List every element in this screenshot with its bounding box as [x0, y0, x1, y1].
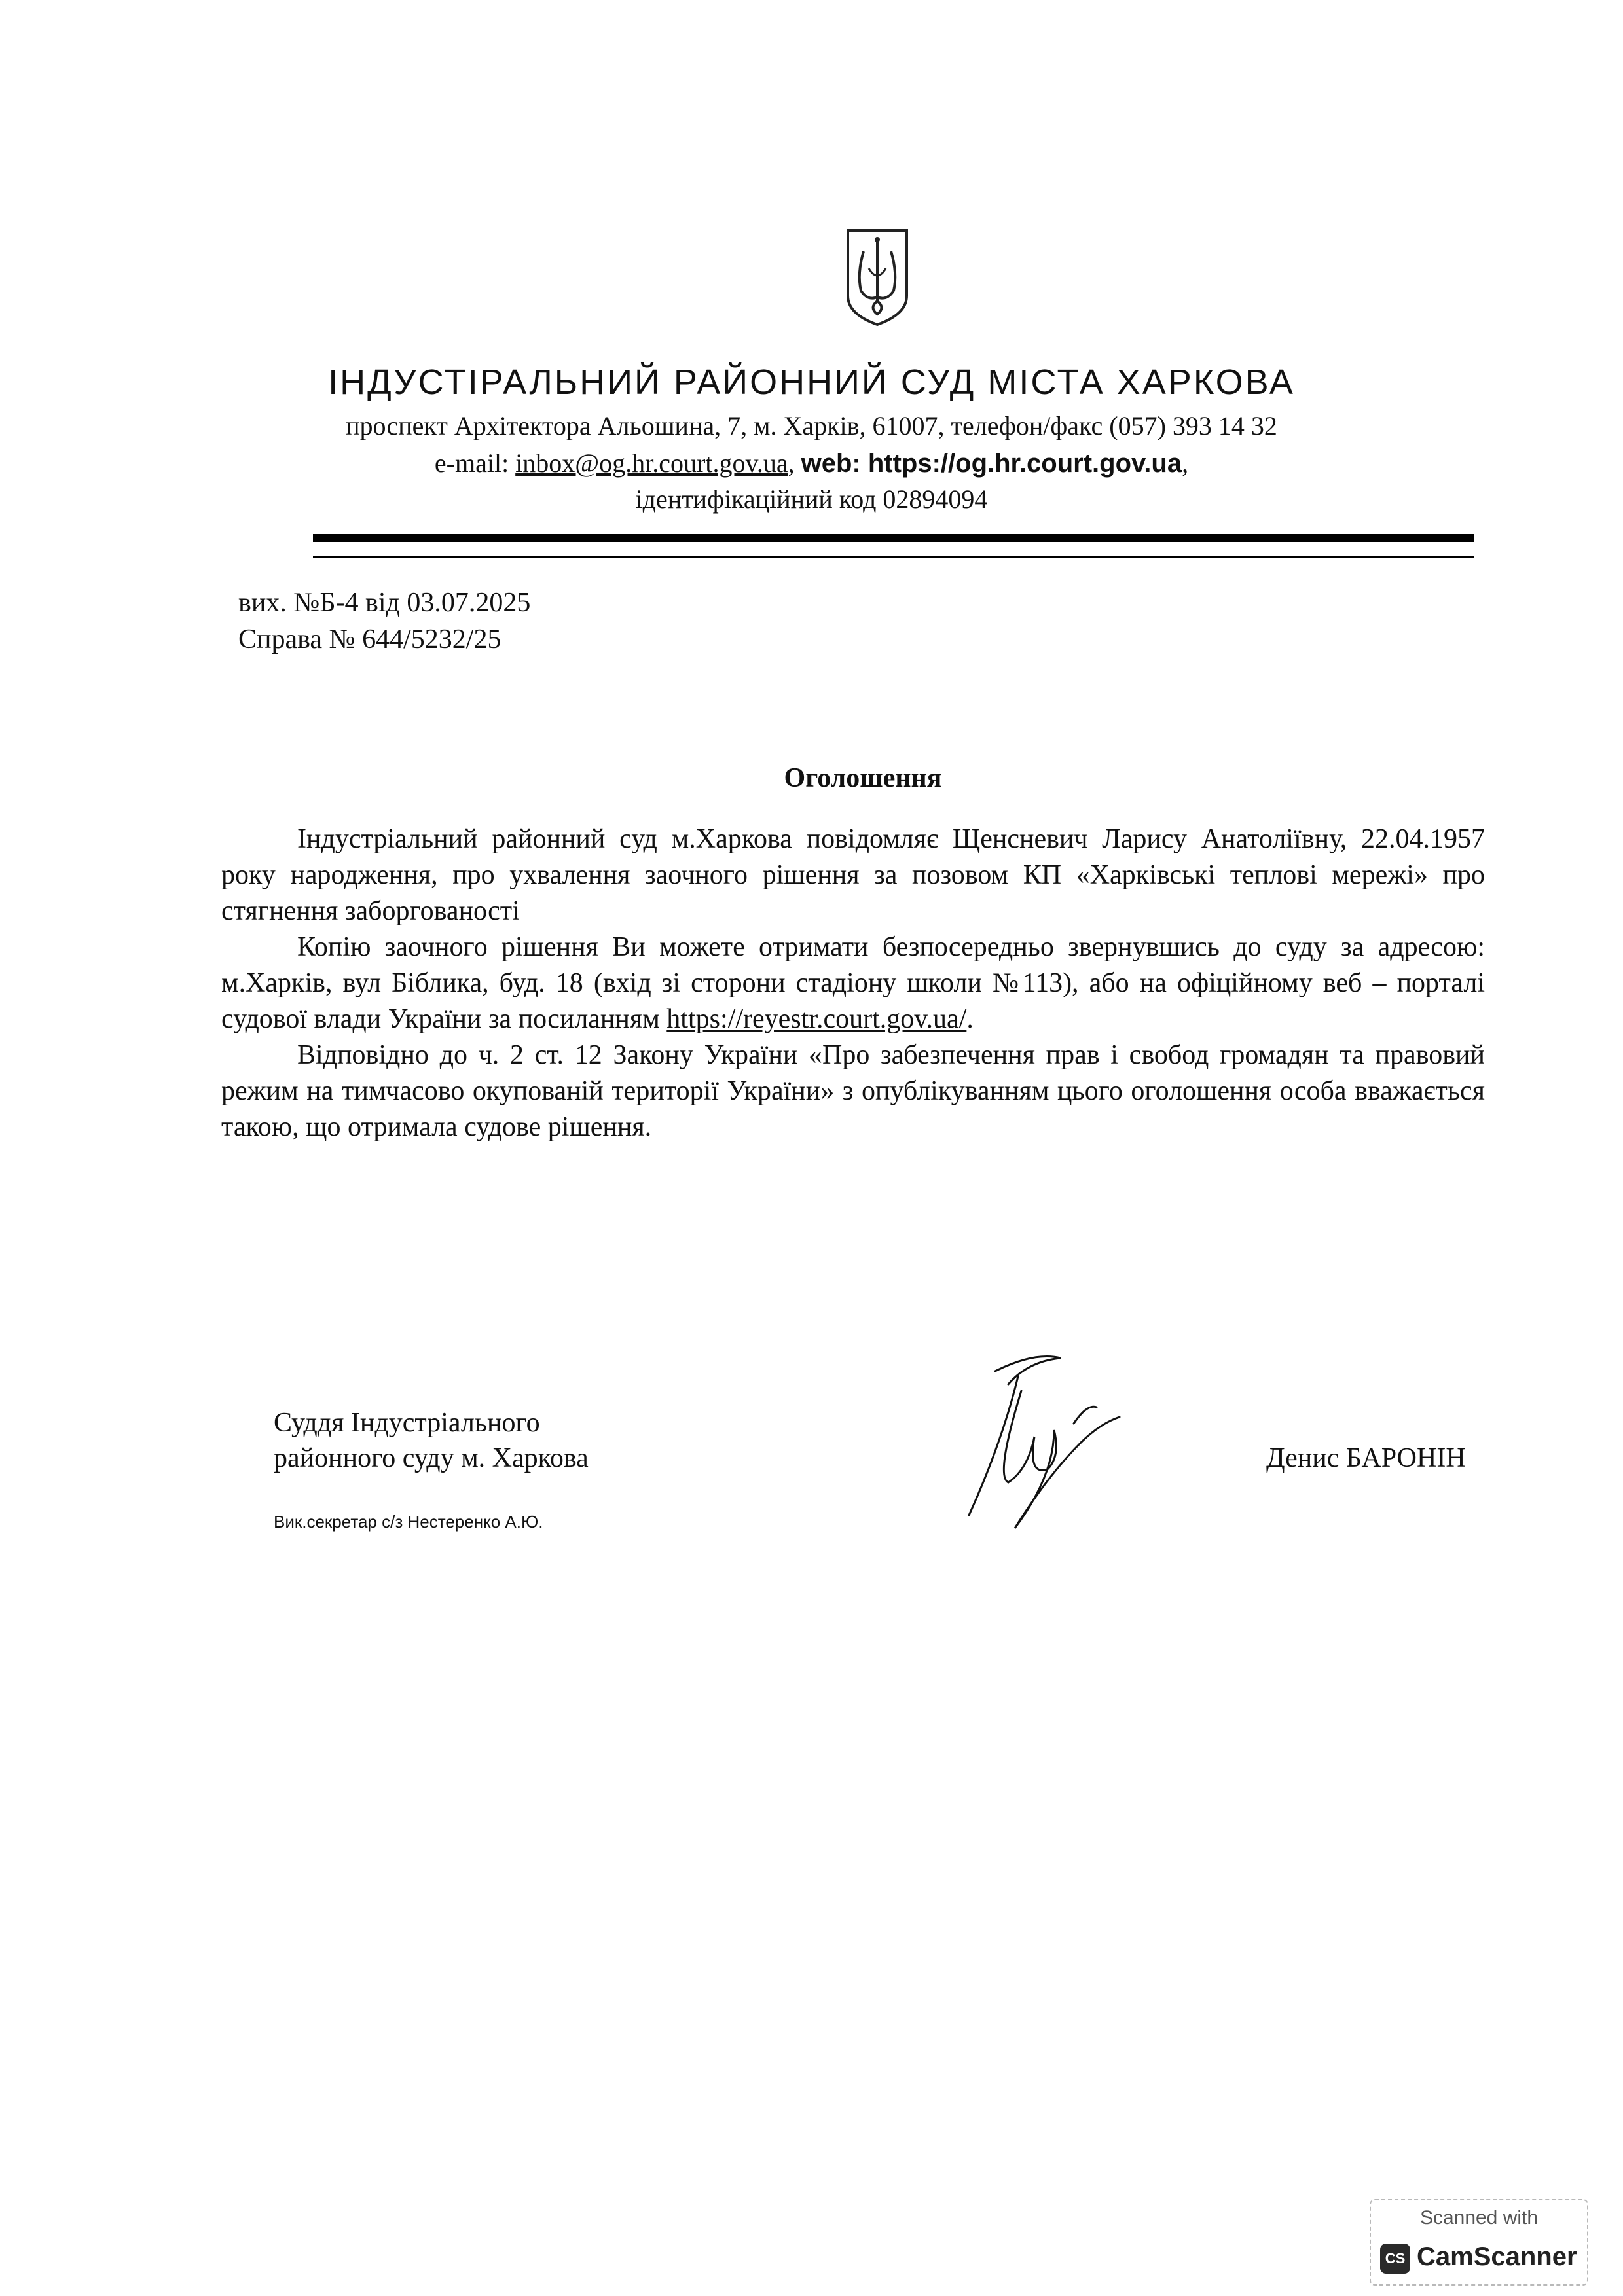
outgoing-reference: вих. №Б-4 від 03.07.2025 — [238, 588, 531, 618]
notice-body — [221, 821, 1485, 1145]
scanner-watermark — [1370, 2199, 1588, 2286]
notice-paragraph-2-text: Копію заочного рішення Ви можете отримати безпосередньо звернувшись до суду за адресою: м.Харків, вул Біблика, буд. 18 (вхід зі сторони стадіону школи №113), або на офіційному веб – порталі судової влади України за посиланням — [221, 932, 1485, 1034]
header-divider-thin — [313, 556, 1474, 558]
notice-paragraph-3: Відповідно до ч. 2 ст. 12 Закону України «Про забезпечення прав і свобод громадян та правовий режим на тимчасово окупованій території України» з опублікуванням цього оголошення особа вважається такою, що отримала судове рішення. — [221, 1040, 1485, 1142]
camscanner-logo-icon: CS — [1380, 2244, 1410, 2274]
notice-title: Оголошення — [784, 763, 942, 793]
web-label: web: — [801, 449, 868, 478]
coat-of-arms-icon — [844, 228, 911, 327]
case-number: Справа № 644/5232/25 — [238, 624, 501, 655]
notice-paragraph-2: Копію заочного рішення Ви можете отримати безпосередньо звернувшись до суду за адресою: м.Харків, вул Біблика, буд. 18 (вхід зі сторони стадіону школи №113), або на офіційному веб – порталі судової влади України за посиланням https://reyestr.court.gov.ua/. — [221, 932, 1485, 1034]
judge-name: Денис БАРОНІН — [1266, 1443, 1466, 1473]
header-divider-thick — [313, 534, 1474, 542]
notice-paragraph-1: Індустріальний районний суд м.Харкова повідомляє Щенсневич Ларису Анатоліївну, 22.04.1957 року народження, про ухвалення заочного рішення за позовом КП «Харківські теплові мережі» про стягнення заборгованості — [221, 824, 1485, 926]
contacts-comma: , — [788, 448, 801, 478]
judge-title-line-1: Суддя Індустріального — [274, 1408, 540, 1438]
email-link[interactable]: inbox@og.hr.court.gov.ua — [515, 448, 788, 478]
court-id-code: ідентифікаційний код 02894094 — [635, 484, 988, 514]
contacts-end-comma: , — [1182, 448, 1189, 478]
scanner-brand: CamScanner — [1417, 2242, 1577, 2271]
court-address: проспект Архітектора Альошина, 7, м. Харків, 61007, телефон/факс (057) 393 14 32 — [346, 411, 1277, 440]
executor-note: Вик.секретар с/з Нестеренко А.Ю. — [274, 1512, 543, 1532]
handwritten-signature — [956, 1345, 1133, 1535]
email-label: e-mail: — [434, 448, 516, 478]
court-contacts — [0, 448, 1623, 478]
scanner-caption: Scanned with — [1419, 2207, 1539, 2229]
registry-link[interactable]: https://reyestr.court.gov.ua/ — [666, 1004, 967, 1034]
judge-title-line-2: районного суду м. Харкова — [274, 1443, 589, 1473]
web-url[interactable]: https://og.hr.court.gov.ua — [867, 449, 1182, 478]
court-name: ІНДУСТІРАЛЬНИЙ РАЙОННИЙ СУД МІСТА ХАРКОВА — [328, 363, 1295, 402]
